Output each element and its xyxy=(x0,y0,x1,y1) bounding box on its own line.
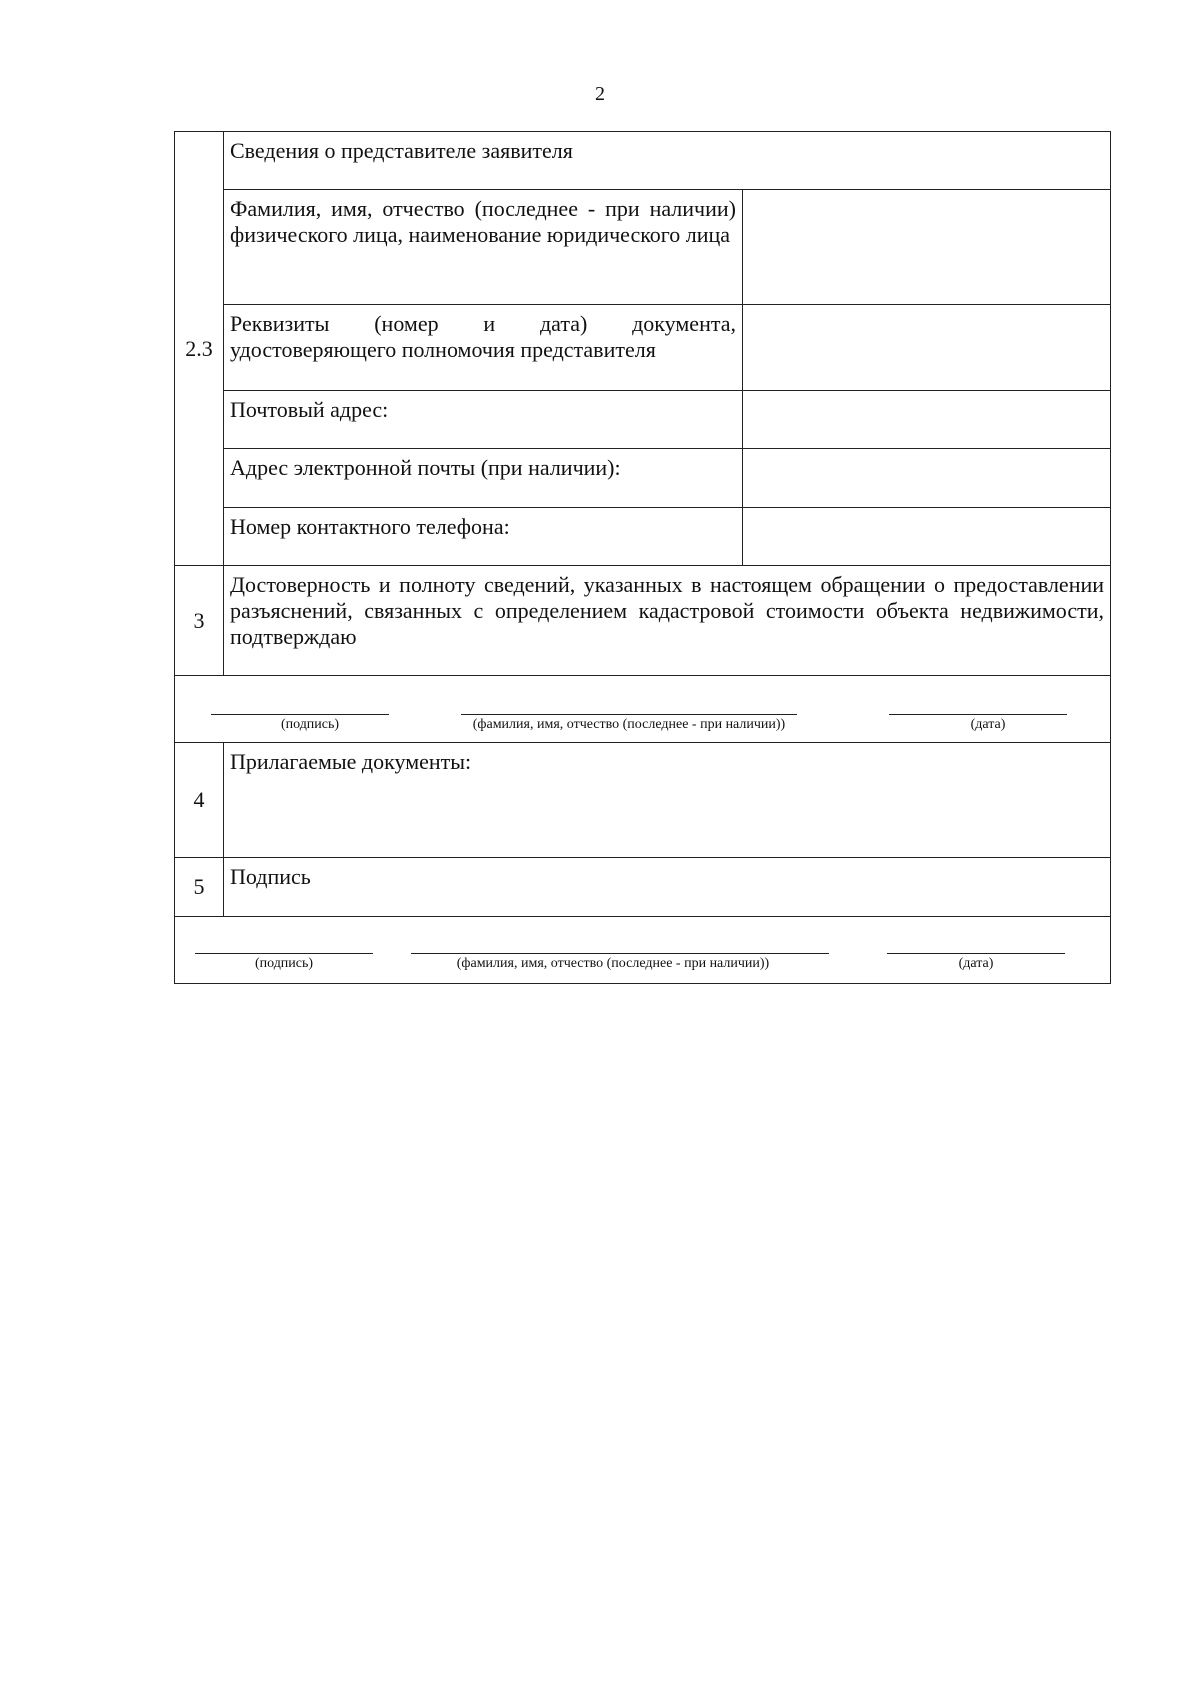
confirmation-text: Достоверность и полноту сведений, указанных в настоящем обращении о предоставлении разъяснений, связанных с определением кадастровой стоимости объекта недвижимости, подтверждаю xyxy=(224,566,1111,676)
attached-documents-label[interactable]: Прилагаемые документы: xyxy=(224,743,1111,858)
representative-name-field[interactable] xyxy=(743,190,1111,305)
row-signature-block-2 xyxy=(175,917,1111,984)
row-attached-documents xyxy=(175,743,1111,858)
date-line[interactable] xyxy=(887,953,1065,954)
signature-line[interactable] xyxy=(195,953,373,954)
date-line[interactable] xyxy=(889,714,1067,715)
phone-label: Номер контактного телефона: xyxy=(224,508,743,566)
request-form-table xyxy=(174,131,1111,984)
authority-document-label: Реквизиты (номер и дата) документа, удостоверяющего полномочия представителя xyxy=(224,305,743,391)
signature-line[interactable] xyxy=(211,714,389,715)
row-number-3: 3 xyxy=(175,566,224,676)
row-postal-address xyxy=(175,391,1111,449)
representative-header: Сведения о представителе заявителя xyxy=(224,132,1111,190)
signature-title: Подпись xyxy=(224,858,1111,917)
email-field[interactable] xyxy=(743,449,1111,508)
full-name-caption: (фамилия, имя, отчество (последнее - при наличии)) xyxy=(472,717,786,732)
row-number-5: 5 xyxy=(175,858,224,917)
row-representative-header xyxy=(175,132,1111,190)
date-caption: (дата) xyxy=(958,956,994,971)
email-label: Адрес электронной почты (при наличии): xyxy=(224,449,743,508)
postal-address-field[interactable] xyxy=(743,391,1111,449)
signature-caption: (подпись) xyxy=(254,956,314,971)
signature-caption: (подпись) xyxy=(280,717,340,732)
row-phone xyxy=(175,508,1111,566)
phone-field[interactable] xyxy=(743,508,1111,566)
page-number: 2 xyxy=(595,83,605,105)
signature-block-1 xyxy=(175,676,1111,743)
postal-address-label: Почтовый адрес: xyxy=(224,391,743,449)
representative-name-label: Фамилия, имя, отчество (последнее - при наличии) физического лица, наименование юридического лица xyxy=(224,190,743,305)
full-name-caption: (фамилия, имя, отчество (последнее - при наличии)) xyxy=(456,956,770,971)
row-number-4: 4 xyxy=(175,743,224,858)
row-representative-name xyxy=(175,190,1111,305)
row-confirmation xyxy=(175,566,1111,676)
signature-block-2 xyxy=(175,917,1111,984)
full-name-line[interactable] xyxy=(411,953,829,954)
row-email xyxy=(175,449,1111,508)
row-signature-title xyxy=(175,858,1111,917)
row-signature-block-1 xyxy=(175,676,1111,743)
full-name-line[interactable] xyxy=(461,714,797,715)
row-authority-document xyxy=(175,305,1111,391)
authority-document-field[interactable] xyxy=(743,305,1111,391)
date-caption: (дата) xyxy=(970,717,1006,732)
row-number-2-3: 2.3 xyxy=(175,132,224,566)
